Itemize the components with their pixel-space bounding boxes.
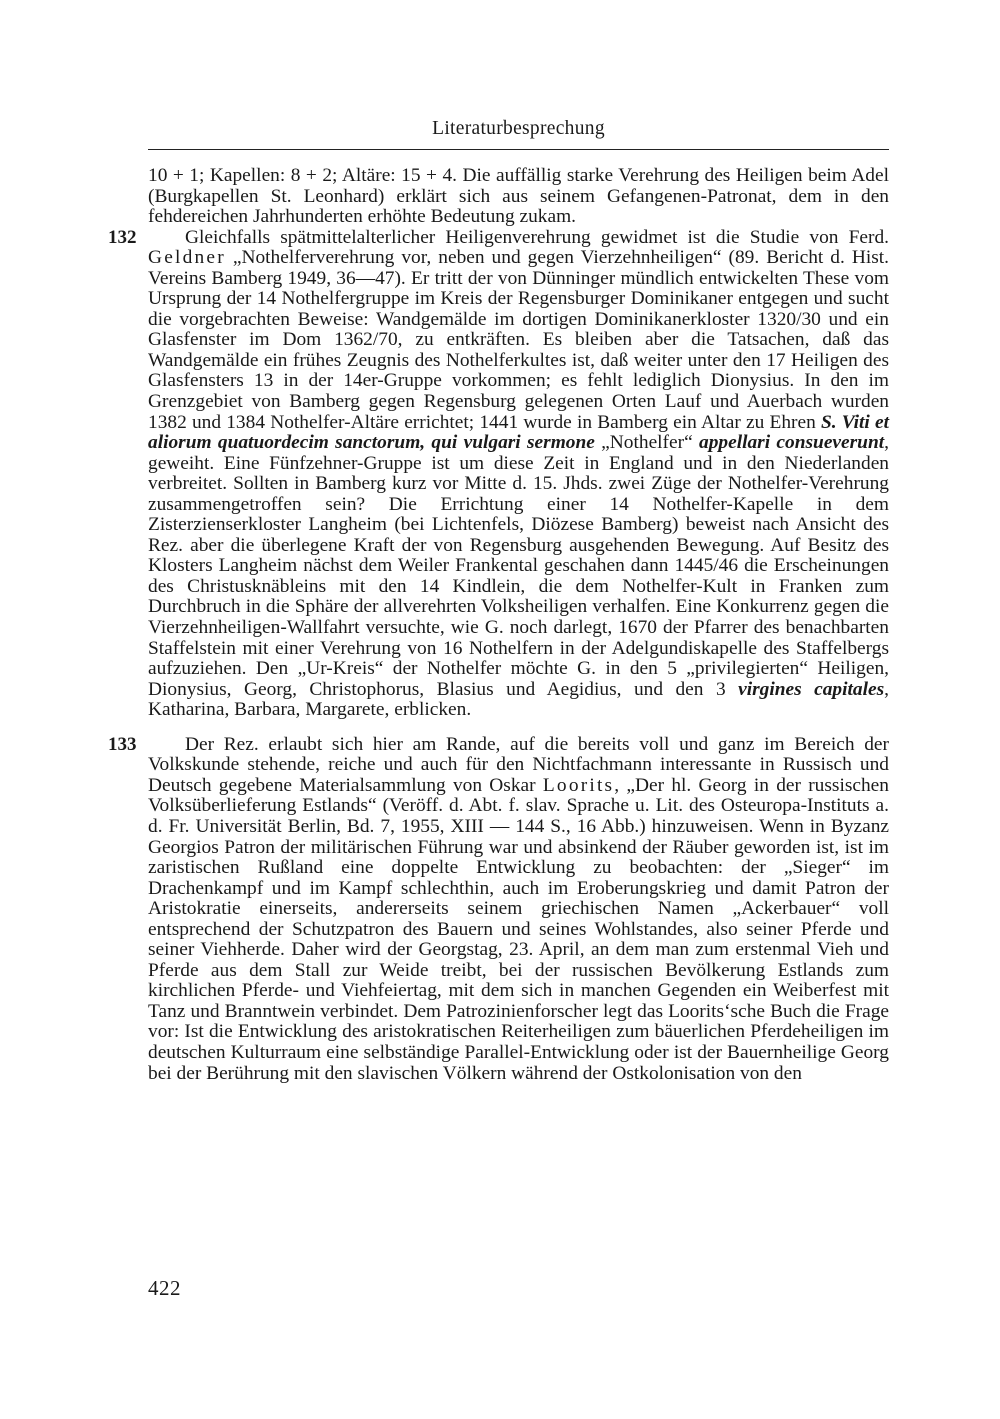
paragraph-text: „Nothelferverehrung vor, neben und gegen Vierzehnheiligen“ (89. Bericht d. Hist. Vereins Bamberg 1949, 36—47). Er tritt der von Dünninger mündlich entwickelten These vom Ursprung der 14 Nothelfergruppe im Kreis der Regensburger Dominikaner entgegen und sucht die vorgebrachten Beweise: Wandgemälde im dortigen Dominikanerkloster 1320/30 und ein Glasfenster im Dom 1362/70, zu entkräften. Es bleiben aber die Tatsachen, daß das Wandgemälde ein frühes Zeugnis des Nothelferkultes ist, daß weiter unter den 17 Heiligen des Glasfensters 13 in der 14er-Gruppe vorkommen; es fehlt lediglich Dionysius. In den im Grenzgebiet von Bamberg gegen Regensburg gelegenen Orten Lauf und Auerbach wurden 1382 und 1384 Nothelfer-Altäre errichtet; 1441 wurde in Bamberg ein Altar zu Ehren: [148, 247, 889, 433]
paragraph-133: [108, 733, 889, 1084]
page-number: 422: [148, 1276, 181, 1300]
paragraph-text: 10 + 1; Kapellen: 8 + 2; Altäre: 15 + 4. Die auffällig starke Verehrung des Heiligen beim Adel (Burgkapellen St. Leonhard) erklärt sich aus seinem Gefangenen-Patronat, dem in den fehdereichen Jahrhunderten erhöhte Bedeutung zukam.: [148, 165, 889, 228]
paragraph-132: [108, 226, 889, 721]
paragraph-text: „Nothelfer“: [594, 432, 699, 454]
author-name: Loorits: [542, 774, 615, 796]
margin-number-132: 132: [108, 226, 137, 248]
paragraph-text: Der Rez. erlaubt sich hier am Rande, auf die bereits voll und ganz im Bereich der Volkskunde stehende, reiche und auch für den Nichtfachmann interessante in Russisch und Deutsch gegebene Materialsammlung von Oskar: [148, 733, 889, 796]
latin-quote: appellari consueverunt: [699, 432, 885, 454]
header-rule: [148, 149, 889, 150]
author-name: Geldner: [148, 247, 226, 269]
paragraph-text: , „Der hl. Georg in der russischen Volksüberlieferung Estlands“ (Veröff. d. Abt. f. slav. Sprache u. Lit. des Osteuropa-Instituts a. d. Fr. Universität Berlin, Bd. 7, 1955, XIII — 144 S., 16 Abb.) hinzuweisen. Wenn in Byzanz Georgios Patron der militärischen Führung war und absinkend der Räuber geworden ist, ist im zaristischen Rußland eine doppelte Entwicklung zu beobachten: der „Sieger“ im Drachenkampf und im Kampf schlechthin, auch im Eroberungskrieg und damit Patron der Aristokratie einerseits, andererseits seinem griechischen Namen „Ackerbauer“ voll entsprechend der Schutzpatron des Bauern und seines Wohlstandes, also seiner Pferde und seiner Viehherde. Daher wird der Georgstag, 23. April, an dem man zum erstenmal Vieh und Pferde aus dem Stall zur Weide treibt, bei der russischen Bevölkerung Estlands zum kirchlichen Pferde- und Viehfeiertag, mit dem sich in manchen Gegenden ein Weiberfest mit Tanz und Branntwein verbindet. Dem Patrozinienforscher legt das Loorits‘sche Buch die Frage vor: Ist die Entwicklung des aristokratischen Reiterheiligen zum bäuerlichen Pferdeheiligen im deutschen Kulturraum eine selbständige Parallel-Entwicklung oder ist der Bauernheilige Georg bei der Berührung mit den slavischen Völkern während der Ostkolonisation von den: [148, 774, 889, 1084]
paragraph-text: , Katharina, Barbara, Margarete, erblicken.: [148, 678, 889, 721]
margin-number-133: 133: [108, 733, 137, 755]
paragraph-text: Gleichfalls spätmittelalterlicher Heiligenverehrung gewidmet ist die Studie von Ferd.: [185, 226, 889, 248]
paragraph-continuation: [148, 166, 889, 228]
latin-quote: S. Viti et aliorum quatuordecim sanctorum, qui vulgari sermone: [148, 411, 889, 454]
latin-quote: virgines capitales: [738, 678, 885, 700]
running-head-title: Literaturbesprechung: [432, 118, 605, 139]
paragraph-text: , geweiht. Eine Fünfzehner-Gruppe ist um diese Zeit in England und in den Niederlanden verbreitet. Sollten in Bamberg kurz vor Mitte d. 15. Jhds. zwei Züge der Nothelfer-Verehrung zusammengetroffen sein? Die Errichtung einer 14 Nothelfer-Kapelle in dem Zisterzienserkloster Langheim (bei Lichtenfels, Diözese Bamberg) beweist nach Ansicht des Rez. aber die überlegene Kraft der von Regensburg ausgehenden Bewegung. Auf Besitz des Klosters Langheim nächst dem Weiler Frankental geschahen dann 1445/46 die Erscheinungen des Christusknäbleins mit den 14 Kindlein, die dem Nothelfer-Kult in Franken zum Durchbruch in die Sphäre der allverehrten Volksheiligen verhalfen. Eine Konkurrenz gegen die Vierzehnheiligen-Wallfahrt versuchte, wie G. noch darlegt, 1670 der Pfarrer des benachbarten Staffelstein mit einer Verehrung von 16 Nothelfern in der Adelgundiskapelle des Staffelbergs aufzuziehen. Den „Ur-Kreis“ der Nothelfer möchte G. in den 5 „privilegierten“ Heiligen, Dionysius, Georg, Christophorus, Blasius und Aegidius, und den 3: [148, 432, 889, 700]
body-text: [108, 165, 889, 1084]
